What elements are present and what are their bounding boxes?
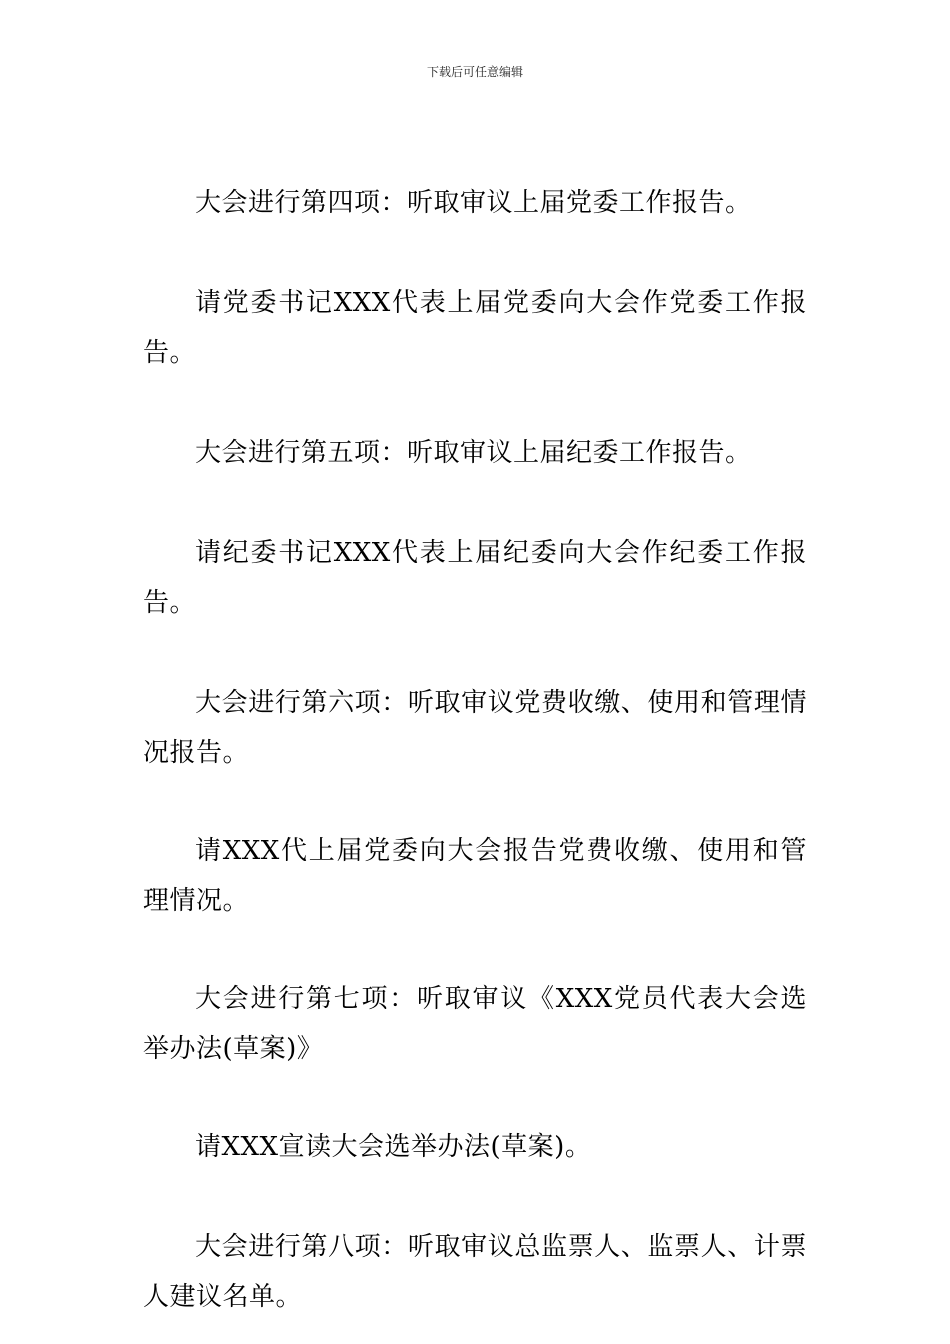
paragraph-item-6: 大会进行第六项：听取审议党费收缴、使用和管理情况报告。 — [143, 688, 807, 768]
paragraph-request-5: 请纪委书记XXX代表上届纪委向大会作纪委工作报告。 — [143, 538, 807, 618]
paragraph-item-8: 大会进行第八项：听取审议总监票人、监票人、计票人建议名单。 — [143, 1232, 807, 1312]
paragraph-request-7: 请XXX宣读大会选举办法(草案)。 — [195, 1132, 592, 1162]
paragraph-request-6: 请XXX代上届党委向大会报告党费收缴、使用和管理情况。 — [143, 836, 807, 916]
paragraph-request-4: 请党委书记XXX代表上届党委向大会作党委工作报告。 — [143, 288, 807, 368]
document-body — [143, 178, 807, 1322]
paragraph-item-5: 大会进行第五项：听取审议上届纪委工作报告。 — [195, 438, 752, 468]
paragraph-item-4: 大会进行第四项：听取审议上届党委工作报告。 — [195, 188, 752, 218]
header-note: 下载后可任意编辑 — [426, 65, 523, 79]
paragraph-item-7: 大会进行第七项：听取审议《XXX党员代表大会选举办法(草案)》 — [143, 984, 807, 1064]
